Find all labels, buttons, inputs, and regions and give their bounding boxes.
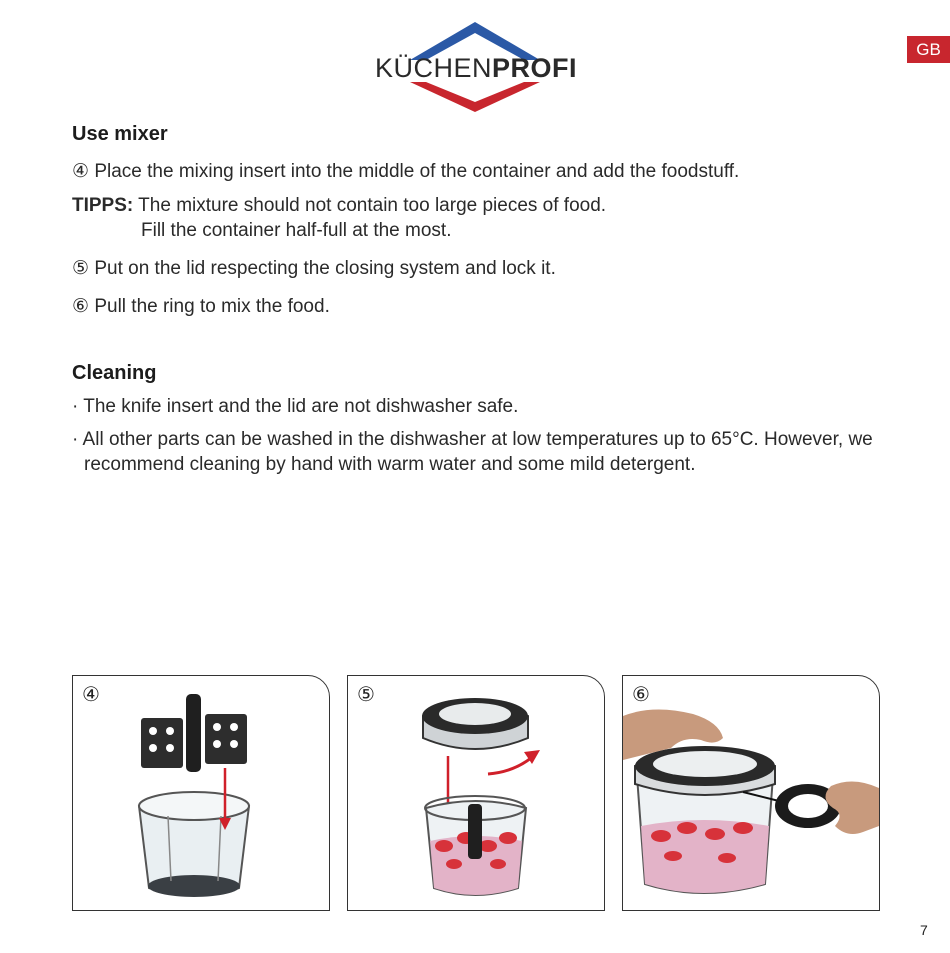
tipps-line-1 [72, 195, 606, 217]
panel-number: ④ [82, 684, 100, 706]
step-number: ④ [72, 161, 90, 182]
illustration-panel-step-5 [347, 675, 605, 911]
cleaning-item-2-line-2: recommend cleaning by hand with warm water and some mild detergent. [84, 454, 696, 475]
brand-logo [370, 20, 580, 115]
lid-locking-illustration [348, 676, 604, 910]
cleaning-item-1: · The knife insert and the lid are not dishwasher safe. [72, 396, 519, 417]
section-heading-use-mixer: Use mixer [72, 123, 168, 145]
logo-wordmark: KÜCHENPROFI [375, 53, 578, 83]
illustration-panel-step-6 [622, 675, 880, 911]
illustration-panel-step-4 [72, 675, 330, 911]
tipps-text: The mixture should not contain too large pieces of food. [138, 195, 607, 216]
language-badge: GB [907, 36, 950, 63]
cleaning-item-2-line-1: · All other parts can be washed in the dishwasher at low temperatures up to 65°C. However, we [72, 429, 873, 450]
step-6-instruction [72, 295, 330, 318]
panel-number: ⑤ [357, 684, 375, 706]
pull-ring-illustration [623, 676, 879, 910]
tipps-line-2: Fill the container half-full at the most. [141, 220, 452, 241]
step-4-instruction [72, 160, 739, 183]
section-heading-cleaning: Cleaning [72, 362, 157, 384]
step-5-instruction [72, 257, 556, 280]
step-text: Put on the lid respecting the closing system and lock it. [94, 258, 556, 279]
step-number: ⑥ [72, 296, 90, 317]
step-text: Place the mixing insert into the middle of the container and add the foodstuff. [94, 161, 740, 182]
step-text: Pull the ring to mix the food. [94, 296, 330, 317]
mixing-insert-container-illustration [73, 676, 329, 910]
panel-number: ⑥ [632, 684, 650, 706]
page-number: 7 [920, 922, 928, 938]
step-number: ⑤ [72, 258, 90, 279]
tipps-label: TIPPS: [72, 195, 134, 216]
